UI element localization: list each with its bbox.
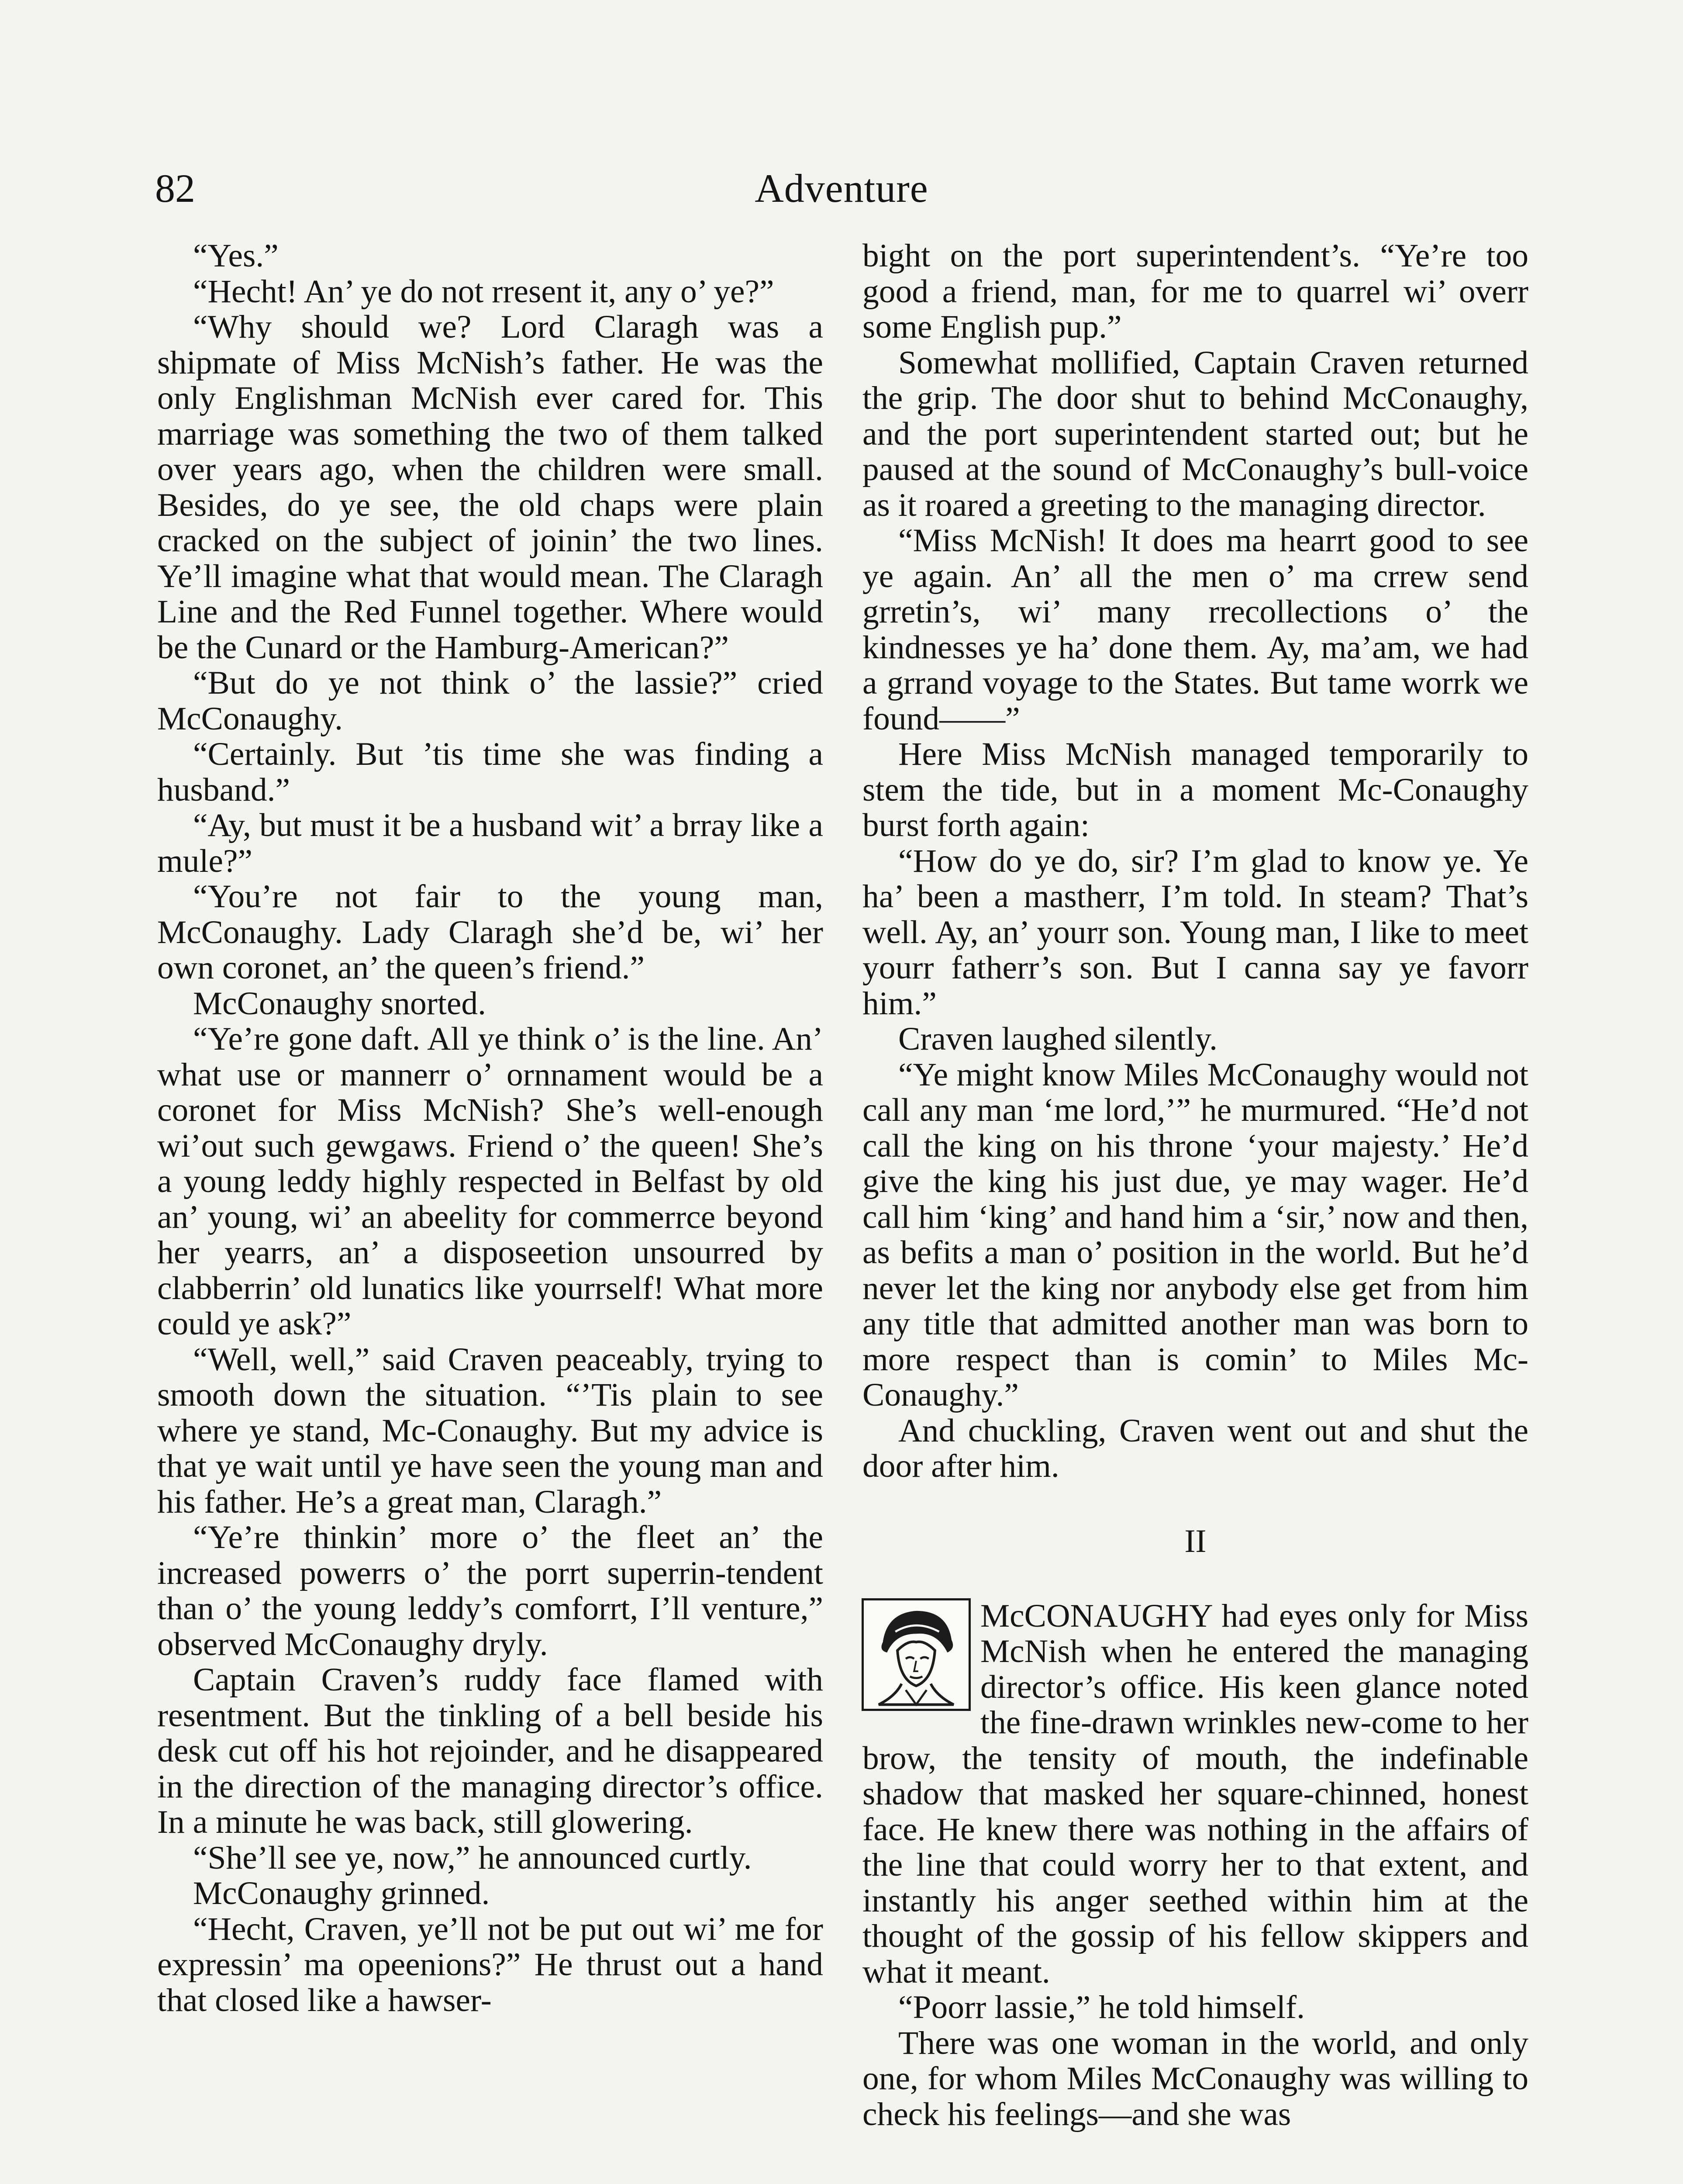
section-paragraphs: [862, 1990, 1528, 2132]
paragraph: “Well, well,” said Craven peaceably, trying to smooth down the situation. “’Tis plain to see where ye stand, Mc-Conaughy. But my advice is that ye wait until ye have seen the young man and his father. He’s a great man, Claragh.”: [157, 1341, 823, 1520]
paragraph: “Certainly. But ’tis time she was finding a husband.”: [157, 736, 823, 808]
paragraph: “Ay, but must it be a husband wit’ a brray like a mule?”: [157, 807, 823, 879]
paragraph: “Why should we? Lord Claragh was a shipmate of Miss McNish’s father. He was the only Englishman McNish ever cared for. This marriage was something the two of them talked over years ago, when the children were small. Besides, do ye see, the old chaps were plain cracked on the subject of joinin’ the two lines. Ye’ll imagine what that would mean. The Claragh Line and the Red Funnel together. Where would be the Cunard or the Hamburg-American?”: [157, 309, 823, 666]
paragraph: Captain Craven’s ruddy face flamed with resentment. But the tinkling of a bell beside his desk cut off his hot rejoinder, and he disappeared in the direction of the managing director’s office. In a minute he was back, still glowering.: [157, 1662, 823, 1840]
paragraph: “Yes.”: [193, 238, 279, 274]
paragraph: “Miss McNish! It does ma hearrt good to see ye again. An’ all the men o’ ma crrew send grretin’s, wi’ many rrecollections o’ the kindnesses ye ha’ done them. Ay, ma’am, we had a grrand voyage to the States. But tame worrk we found——”: [862, 522, 1528, 737]
paragraph: Somewhat mollified, Captain Craven returned the grip. The door shut to behind McConaughy, and the port superintendent started out; but he paused at the sound of McConaughy’s bull-voice as it roared a greeting to the managing director.: [862, 344, 1528, 523]
paragraph: “How do ye do, sir? I’m glad to know ye. Ye ha’ been a mastherr, I’m told. In steam? That’s well. Ay, an’ yourr son. Young man, I like to meet yourr fatherr’s son. But I canna say ye favorr him.”: [862, 843, 1528, 1022]
paragraph: “But do ye not think o’ the lassie?” cried McConaughy.: [157, 665, 823, 737]
section-lead-paragraph: McCONAUGHY had eyes only for Miss McNish when he entered the managing director’s office. His keen glance noted the fine-drawn wrinkles new-come to her brow, the tensity of mouth, the indefinable shadow that masked her square-chinned, honest face. He knew there was nothing in the affairs of the line that could worry her to that extent, and instantly his anger seethed within him at the thought of the gossip of his fellow skippers and what it meant.: [862, 1597, 1528, 1990]
right-column: [862, 238, 1528, 2132]
page-header: [0, 0, 1683, 262]
page-title: Adventure: [755, 166, 928, 211]
paragraph: Here Miss McNish managed temporarily to stem the tide, but in a moment Mc-Conaughy burst forth again:: [862, 736, 1528, 843]
paragraph: McConaughy snorted.: [193, 985, 486, 1022]
section-heading: II: [1184, 1523, 1207, 1559]
paragraph: “Poorr lassie,” he told himself.: [898, 1989, 1305, 2025]
paragraph: “Hecht! An’ ye do not rresent it, any o’ ye?”: [193, 273, 774, 310]
right-column-paragraphs: [862, 238, 1528, 1484]
paragraph: “Ye’re thinkin’ more o’ the fleet an’ the increased powerrs o’ the porrt superrin-tendent than o’ the young leddy’s comforrt, I’ll venture,” observed McConaughy dryly.: [157, 1519, 823, 1662]
paragraph: And chuckling, Craven went out and shut the door after him.: [862, 1412, 1528, 1484]
section-lead: [862, 1598, 1528, 1990]
woman-portrait-icon: [862, 1598, 971, 1711]
page-number: 82: [155, 166, 195, 211]
paragraph: “Hecht, Craven, ye’ll not be put out wi’ me for expressin’ ma opeenions?” He thrust out a hand that closed like a hawser-: [157, 1911, 823, 2018]
paragraph: McConaughy grinned.: [193, 1875, 490, 1911]
paragraph: Craven laughed silently.: [898, 1021, 1218, 1057]
paragraph: “Ye’re gone daft. All ye think o’ is the line. An’ what use or mannerr o’ ornnament would be a coronet for Miss McNish? She’s well-enough wi’out such gewgaws. Friend o’ the queen! She’s a young leddy highly respected in Belfast by old an’ young, wi’ an abeelity for commerrce beyond her yearrs, an’ a disposeetion unsourred by clabberrin’ old lunatics like yourrself! What more could ye ask?”: [157, 1021, 823, 1342]
left-column: [157, 238, 823, 2018]
paragraph: “Ye might know Miles McConaughy would not call any man ‘me lord,’” he murmured. “He’d not call the king on his throne ‘your majesty.’ He’d give the king his just due, ye may wager. He’d call him ‘king’ and hand him a ‘sir,’ now and then, as befits a man o’ position in the world. But he’d never let the king nor anybody else get from him any title that admitted another man was born to more respect than is comin’ to Miles Mc-Conaughy.”: [862, 1056, 1528, 1413]
paragraph: “She’ll see ye, now,” he announced curtly.: [193, 1839, 752, 1876]
paragraph: bight on the port superintendent’s. “Ye’re too good a friend, man, for me to quarrel wi’ overr some English pup.”: [862, 238, 1528, 345]
paragraph: “You’re not fair to the young man, McConaughy. Lady Claragh she’d be, wi’ her own coronet, an’ the queen’s friend.”: [157, 878, 823, 986]
paragraph: There was one woman in the world, and only one, for whom Miles McConaughy was willing to check his feelings—and she was: [862, 2025, 1528, 2132]
